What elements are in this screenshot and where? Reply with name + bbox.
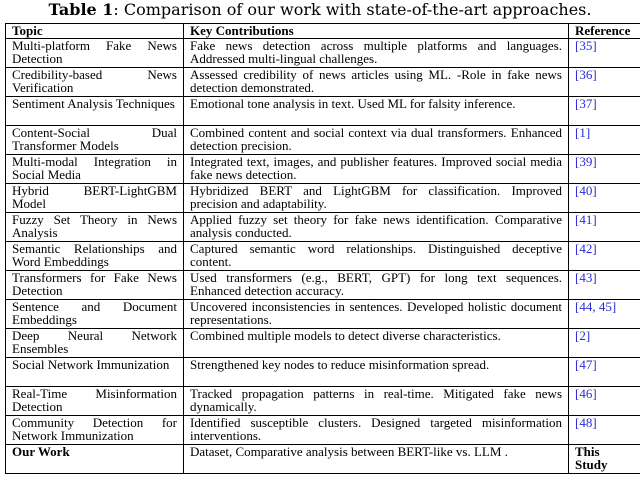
topic-cell: Semantic Relationships and Word Embeddings xyxy=(6,241,184,270)
contribution-cell: Emotional tone analysis in text. Used ML for falsity inference. xyxy=(184,96,569,125)
header-contributions: Key Contributions xyxy=(184,24,569,39)
reference-link[interactable]: [36] xyxy=(569,67,640,96)
topic-cell: Fuzzy Set Theory in News Analysis xyxy=(6,212,184,241)
topic-cell: Real-Time Misinformation Detection xyxy=(6,386,184,415)
table-row xyxy=(6,415,640,444)
reference-link[interactable]: [48] xyxy=(569,415,640,444)
contribution-cell: Hybridized BERT and LightGBM for classification. Improved precision and adaptability. xyxy=(184,183,569,212)
contribution-cell: Uncovered inconsistencies in sentences. Developed holistic document representations. xyxy=(184,299,569,328)
contribution-cell: Used transformers (e.g., BERT, GPT) for long text sequences. Enhanced detection accuracy. xyxy=(184,270,569,299)
table-row xyxy=(6,96,640,125)
topic-cell: Credibility-based News Verification xyxy=(6,67,184,96)
table-row xyxy=(6,357,640,386)
table-row xyxy=(6,328,640,357)
reference-link[interactable]: [37] xyxy=(569,96,640,125)
topic-cell: Multi-modal Integration in Social Media xyxy=(6,154,184,183)
contribution-cell: Combined multiple models to detect diverse characteristics. xyxy=(184,328,569,357)
reference-link[interactable]: [39] xyxy=(569,154,640,183)
contribution-cell: Captured semantic word relationships. Distinguished deceptive content. xyxy=(184,241,569,270)
table-row xyxy=(6,212,640,241)
our-work-reference: This Study xyxy=(569,444,640,473)
reference-link[interactable]: [2] xyxy=(569,328,640,357)
reference-link[interactable]: [35] xyxy=(569,38,640,67)
our-work-row xyxy=(6,444,640,473)
table-caption xyxy=(0,0,640,22)
topic-cell: Multi-platform Fake News Detection xyxy=(6,38,184,67)
contribution-cell: Integrated text, images, and publisher features. Improved social media fake news detection. xyxy=(184,154,569,183)
topic-cell: Community Detection for Network Immunization xyxy=(6,415,184,444)
reference-link[interactable]: [46] xyxy=(569,386,640,415)
header-row xyxy=(6,24,640,39)
contribution-cell: Identified susceptible clusters. Designed targeted misinformation interventions. xyxy=(184,415,569,444)
table-row xyxy=(6,386,640,415)
comparison-table xyxy=(5,23,640,474)
table-row xyxy=(6,67,640,96)
contribution-cell: Tracked propagation patterns in real-time. Mitigated fake news dynamically. xyxy=(184,386,569,415)
reference-link[interactable]: [42] xyxy=(569,241,640,270)
caption-text: : Comparison of our work with state-of-the-art approaches. xyxy=(113,0,592,19)
topic-cell: Social Network Immunization xyxy=(6,357,184,386)
topic-cell: Hybrid BERT-LightGBM Model xyxy=(6,183,184,212)
contribution-cell: Applied fuzzy set theory for fake news identification. Comparative analysis conducted. xyxy=(184,212,569,241)
header-reference: Reference xyxy=(569,24,640,39)
table-row xyxy=(6,125,640,154)
reference-link[interactable]: [1] xyxy=(569,125,640,154)
header-topic: Topic xyxy=(6,24,184,39)
table-row xyxy=(6,183,640,212)
topic-cell: Sentence and Document Embeddings xyxy=(6,299,184,328)
table-row xyxy=(6,38,640,67)
table-label: Table 1 xyxy=(48,0,114,19)
table-row xyxy=(6,270,640,299)
table-row xyxy=(6,241,640,270)
contribution-cell: Fake news detection across multiple platforms and languages. Addressed multi-lingual challenges. xyxy=(184,38,569,67)
our-work-topic: Our Work xyxy=(6,444,184,473)
our-work-contribution: Dataset, Comparative analysis between BERT-like vs. LLM . xyxy=(184,444,569,473)
contribution-cell: Combined content and social context via dual transformers. Enhanced detection precision. xyxy=(184,125,569,154)
reference-link[interactable]: [40] xyxy=(569,183,640,212)
topic-cell: Deep Neural Network Ensembles xyxy=(6,328,184,357)
topic-cell: Sentiment Analysis Techniques xyxy=(6,96,184,125)
table-body xyxy=(6,38,640,473)
topic-cell: Transformers for Fake News Detection xyxy=(6,270,184,299)
table-row xyxy=(6,299,640,328)
reference-link[interactable]: [43] xyxy=(569,270,640,299)
table-row xyxy=(6,154,640,183)
topic-cell: Content-Social Dual Transformer Models xyxy=(6,125,184,154)
contribution-cell: Strengthened key nodes to reduce misinformation spread. xyxy=(184,357,569,386)
reference-link[interactable]: [44, 45] xyxy=(569,299,640,328)
reference-link[interactable]: [41] xyxy=(569,212,640,241)
contribution-cell: Assessed credibility of news articles using ML. -Role in fake news detection demonstrated. xyxy=(184,67,569,96)
reference-link[interactable]: [47] xyxy=(569,357,640,386)
